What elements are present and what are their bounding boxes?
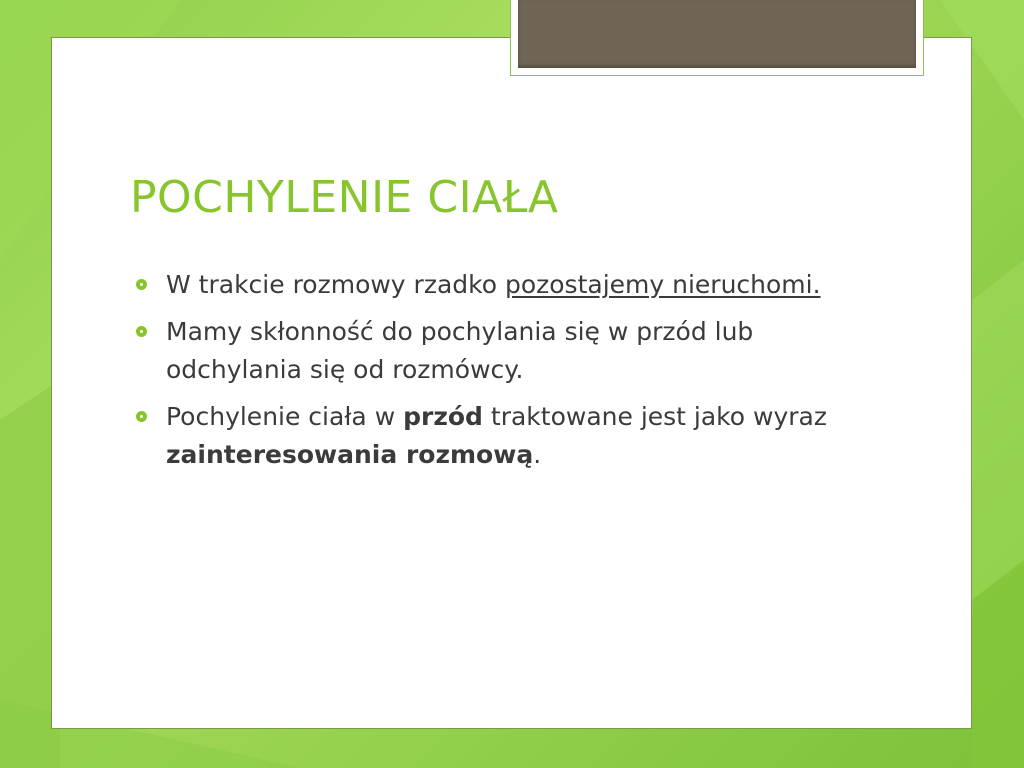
bullet-text-normal: Mamy skłonność do pochylania się w przód lub odchylania się od rozmówcy. <box>166 317 754 384</box>
bullet-list <box>136 266 856 483</box>
bullet-text-normal: Pochylenie ciała w <box>166 402 404 431</box>
bullet-text-bold: przód <box>403 402 483 431</box>
bullet-item <box>136 313 856 389</box>
bullet-text <box>166 317 753 384</box>
ring-bullet-icon <box>136 326 147 337</box>
bullet-text <box>166 402 827 469</box>
bullet-item <box>136 398 856 474</box>
bullet-text-normal: . <box>533 440 542 469</box>
decorative-tab-fill <box>518 0 916 68</box>
bullet-text-normal: W trakcie rozmowy rzadko <box>166 270 505 299</box>
slide-title: POCHYLENIE CIAŁA <box>130 172 559 223</box>
ring-bullet-icon <box>136 411 147 422</box>
bullet-text-bold: zainteresowania rozmową <box>166 440 534 469</box>
decorative-tab-frame <box>510 0 924 76</box>
bullet-text <box>166 270 821 299</box>
ring-bullet-icon <box>136 279 147 290</box>
bullet-text-underlined: pozostajemy nieruchomi. <box>504 270 821 299</box>
bullet-text-normal: traktowane jest jako wyraz <box>482 402 827 431</box>
bullet-item <box>136 266 856 304</box>
